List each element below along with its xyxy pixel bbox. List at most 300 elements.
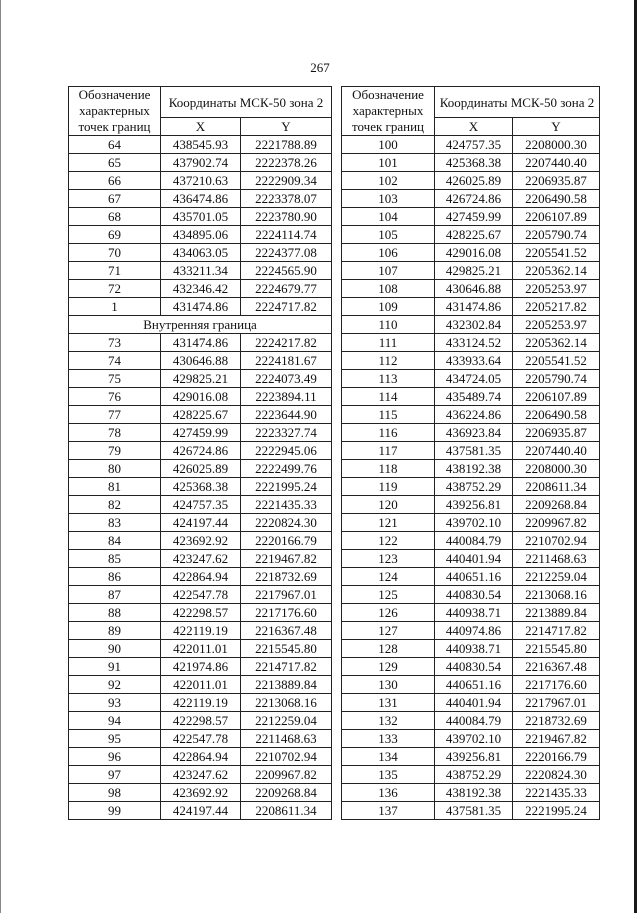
coord-x: 440401.94: [435, 694, 513, 712]
coord-x: 439256.81: [435, 496, 513, 514]
point-number: 81: [69, 478, 161, 496]
point-number: 65: [69, 154, 161, 172]
point-number: 69: [69, 226, 161, 244]
coord-x: 423692.92: [161, 784, 241, 802]
point-number: 71: [69, 262, 161, 280]
table-row: [342, 604, 600, 622]
table-row: [342, 676, 600, 694]
table-row: [69, 388, 332, 406]
point-number: 91: [69, 658, 161, 676]
table-row: [69, 172, 332, 190]
point-number: 128: [342, 640, 435, 658]
table-row: [342, 190, 600, 208]
point-number: 95: [69, 730, 161, 748]
coord-y: 2221435.33: [241, 496, 332, 514]
coord-y: 2224565.90: [241, 262, 332, 280]
table-row: [69, 154, 332, 172]
point-number: 131: [342, 694, 435, 712]
point-number: 107: [342, 262, 435, 280]
coord-y: 2205362.14: [513, 262, 600, 280]
coord-y: 2209268.84: [241, 784, 332, 802]
coord-x: 423247.62: [161, 766, 241, 784]
point-number: 124: [342, 568, 435, 586]
coord-y: 2205541.52: [513, 244, 600, 262]
table-row: [342, 388, 600, 406]
coord-x: 429825.21: [435, 262, 513, 280]
coord-x: 429016.08: [161, 388, 241, 406]
coord-y: 2224679.77: [241, 280, 332, 298]
point-number: 82: [69, 496, 161, 514]
table-row: [342, 586, 600, 604]
table-row: [69, 784, 332, 802]
coord-x: 435701.05: [161, 208, 241, 226]
coord-y: 2222378.26: [241, 154, 332, 172]
table-row: [69, 280, 332, 298]
point-number: 86: [69, 568, 161, 586]
coord-y: 2208611.34: [241, 802, 332, 820]
coord-x: 424757.35: [435, 136, 513, 154]
coord-y: 2224181.67: [241, 352, 332, 370]
point-number: 104: [342, 208, 435, 226]
table-row: [69, 406, 332, 424]
header-y: Y: [513, 118, 600, 136]
table-row: [342, 694, 600, 712]
coord-x: 440084.79: [435, 532, 513, 550]
coord-y: 2206490.58: [513, 190, 600, 208]
section-inner-boundary: Внутренняя граница: [69, 316, 332, 334]
table-row: [69, 262, 332, 280]
coord-x: 437581.35: [435, 802, 513, 820]
point-number: 111: [342, 334, 435, 352]
coord-x: 427459.99: [435, 208, 513, 226]
point-number: 73: [69, 334, 161, 352]
coord-x: 440974.86: [435, 622, 513, 640]
table-row: [69, 568, 332, 586]
table-row: [69, 370, 332, 388]
coord-y: 2224114.74: [241, 226, 332, 244]
coord-y: 2224717.82: [241, 298, 332, 316]
coord-x: 433933.64: [435, 352, 513, 370]
coord-x: 423692.92: [161, 532, 241, 550]
point-number: 79: [69, 442, 161, 460]
point-number: 94: [69, 712, 161, 730]
coord-x: 434895.06: [161, 226, 241, 244]
coord-x: 440938.71: [435, 640, 513, 658]
table-row: [342, 406, 600, 424]
coord-y: 2216367.48: [513, 658, 600, 676]
coord-x: 430646.88: [435, 280, 513, 298]
coord-y: 2220824.30: [241, 514, 332, 532]
coord-x: 422298.57: [161, 712, 241, 730]
table-row: [69, 586, 332, 604]
coord-y: 2207440.40: [513, 154, 600, 172]
coord-x: 424197.44: [161, 802, 241, 820]
table-row: [69, 136, 332, 154]
coord-y: 2217967.01: [241, 586, 332, 604]
table-row: [69, 658, 332, 676]
coord-y: 2209268.84: [513, 496, 600, 514]
coord-y: 2219467.82: [513, 730, 600, 748]
table-row: [342, 622, 600, 640]
coord-y: 2206935.87: [513, 424, 600, 442]
coord-x: 426025.89: [435, 172, 513, 190]
coord-x: 438545.93: [161, 136, 241, 154]
table-row: [342, 154, 600, 172]
coord-x: 430646.88: [161, 352, 241, 370]
point-number: 132: [342, 712, 435, 730]
point-number: 133: [342, 730, 435, 748]
point-number: 130: [342, 676, 435, 694]
table-row: [342, 550, 600, 568]
point-number: 93: [69, 694, 161, 712]
table-row: [69, 730, 332, 748]
coord-x: 422298.57: [161, 604, 241, 622]
coord-y: 2222499.76: [241, 460, 332, 478]
point-number: 97: [69, 766, 161, 784]
coord-x: 424197.44: [161, 514, 241, 532]
point-number: 112: [342, 352, 435, 370]
table-row: [342, 730, 600, 748]
coord-y: 2221995.24: [513, 802, 600, 820]
coord-x: 434063.05: [161, 244, 241, 262]
header-y: Y: [241, 118, 332, 136]
table-row: [342, 244, 600, 262]
table-row: [342, 766, 600, 784]
coord-x: 438192.38: [435, 784, 513, 802]
table-row: [342, 496, 600, 514]
header-point-label: Обозначение характерных точек границ: [342, 87, 435, 136]
coord-x: 437581.35: [435, 442, 513, 460]
coord-y: 2208611.34: [513, 478, 600, 496]
point-number: 100: [342, 136, 435, 154]
coord-y: 2212259.04: [241, 712, 332, 730]
coord-x: 436474.86: [161, 190, 241, 208]
coord-x: 439256.81: [435, 748, 513, 766]
coord-x: 429016.08: [435, 244, 513, 262]
table-row: [342, 172, 600, 190]
point-number: 118: [342, 460, 435, 478]
point-number: 134: [342, 748, 435, 766]
table-row: [342, 334, 600, 352]
coordinates-table-left: [68, 86, 332, 820]
coord-x: 422547.78: [161, 586, 241, 604]
point-number: 75: [69, 370, 161, 388]
table-row: [342, 442, 600, 460]
coord-x: 440830.54: [435, 586, 513, 604]
point-number: 115: [342, 406, 435, 424]
header-coordinates: Координаты МСК-50 зона 2: [435, 87, 600, 118]
point-number: 70: [69, 244, 161, 262]
coord-y: 2221995.24: [241, 478, 332, 496]
coord-y: 2209967.82: [241, 766, 332, 784]
coord-y: 2224073.49: [241, 370, 332, 388]
coord-y: 2205790.74: [513, 226, 600, 244]
point-number: 89: [69, 622, 161, 640]
point-number: 106: [342, 244, 435, 262]
point-number: 126: [342, 604, 435, 622]
coord-y: 2210702.94: [241, 748, 332, 766]
coord-y: 2211468.63: [513, 550, 600, 568]
coord-y: 2206107.89: [513, 208, 600, 226]
page-edge-left: [0, 0, 1, 913]
table-row: [342, 226, 600, 244]
coord-y: 2216367.48: [241, 622, 332, 640]
coord-x: 440651.16: [435, 568, 513, 586]
header-x: X: [161, 118, 241, 136]
coord-y: 2206490.58: [513, 406, 600, 424]
coord-x: 431474.86: [161, 334, 241, 352]
coord-x: 440651.16: [435, 676, 513, 694]
table-row: [342, 640, 600, 658]
point-number: 110: [342, 316, 435, 334]
table-row: [342, 478, 600, 496]
header-coordinates: Координаты МСК-50 зона 2: [161, 87, 332, 118]
coord-y: 2215545.80: [513, 640, 600, 658]
coord-x: 440084.79: [435, 712, 513, 730]
coord-y: 2213889.84: [241, 676, 332, 694]
table-row: [342, 262, 600, 280]
point-number: 117: [342, 442, 435, 460]
table-row: [342, 352, 600, 370]
coord-y: 2223644.90: [241, 406, 332, 424]
coord-x: 431474.86: [435, 298, 513, 316]
table-row: [69, 442, 332, 460]
coord-y: 2213068.16: [241, 694, 332, 712]
table-row: [69, 694, 332, 712]
coord-y: 2212259.04: [513, 568, 600, 586]
coord-y: 2224377.08: [241, 244, 332, 262]
table-row: [69, 424, 332, 442]
coord-x: 432302.84: [435, 316, 513, 334]
table-row: [342, 316, 600, 334]
point-number: 64: [69, 136, 161, 154]
coord-y: 2218732.69: [241, 568, 332, 586]
coord-x: 422864.94: [161, 748, 241, 766]
coord-x: 440938.71: [435, 604, 513, 622]
table-row: [342, 460, 600, 478]
coord-y: 2223894.11: [241, 388, 332, 406]
table-row: [342, 370, 600, 388]
coord-x: 439702.10: [435, 730, 513, 748]
coord-x: 432346.42: [161, 280, 241, 298]
coord-y: 2205253.97: [513, 280, 600, 298]
table-row: [342, 532, 600, 550]
table-row: [342, 136, 600, 154]
coord-y: 2217967.01: [513, 694, 600, 712]
point-number: 88: [69, 604, 161, 622]
coord-y: 2215545.80: [241, 640, 332, 658]
table-row: [342, 748, 600, 766]
coord-x: 437210.63: [161, 172, 241, 190]
table-row: [69, 766, 332, 784]
coord-y: 2207440.40: [513, 442, 600, 460]
coord-x: 433211.34: [161, 262, 241, 280]
coord-x: 421974.86: [161, 658, 241, 676]
coord-x: 434724.05: [435, 370, 513, 388]
point-number: 119: [342, 478, 435, 496]
coord-y: 2205217.82: [513, 298, 600, 316]
coord-x: 426025.89: [161, 460, 241, 478]
point-number: 87: [69, 586, 161, 604]
page-edge-right: [634, 0, 637, 913]
coord-y: 2223780.90: [241, 208, 332, 226]
table-row: [342, 298, 600, 316]
coord-y: 2210702.94: [513, 532, 600, 550]
coord-y: 2205362.14: [513, 334, 600, 352]
coord-x: 422011.01: [161, 640, 241, 658]
table-row: [342, 208, 600, 226]
point-number: 78: [69, 424, 161, 442]
table-row: [342, 658, 600, 676]
coord-y: 2220166.79: [513, 748, 600, 766]
table-row: [69, 496, 332, 514]
coord-y: 2224217.82: [241, 334, 332, 352]
coord-x: 435489.74: [435, 388, 513, 406]
point-number: 121: [342, 514, 435, 532]
coordinates-table-right: [341, 86, 600, 820]
table-row: [69, 478, 332, 496]
coord-x: 425368.38: [435, 154, 513, 172]
table-row: [69, 244, 332, 262]
table-row: [69, 802, 332, 820]
table-row: [69, 298, 332, 316]
point-number: 76: [69, 388, 161, 406]
coord-y: 2213889.84: [513, 604, 600, 622]
coord-y: 2208000.30: [513, 460, 600, 478]
coord-y: 2206107.89: [513, 388, 600, 406]
point-number: 129: [342, 658, 435, 676]
point-number: 114: [342, 388, 435, 406]
coord-y: 2211468.63: [241, 730, 332, 748]
coord-y: 2223327.74: [241, 424, 332, 442]
page-number: 267: [310, 60, 330, 75]
table-row: [69, 352, 332, 370]
table-row: [69, 640, 332, 658]
table-row: [69, 532, 332, 550]
point-number: 102: [342, 172, 435, 190]
table-row: [69, 676, 332, 694]
coord-x: 440401.94: [435, 550, 513, 568]
point-number: 122: [342, 532, 435, 550]
point-number: 84: [69, 532, 161, 550]
coord-y: 2213068.16: [513, 586, 600, 604]
point-number: 123: [342, 550, 435, 568]
coord-x: 428225.67: [161, 406, 241, 424]
coord-y: 2221435.33: [513, 784, 600, 802]
table-row: [69, 712, 332, 730]
table-row: [69, 208, 332, 226]
point-number: 72: [69, 280, 161, 298]
table-row: [69, 550, 332, 568]
coord-y: 2218732.69: [513, 712, 600, 730]
coord-x: 423247.62: [161, 550, 241, 568]
point-number: 127: [342, 622, 435, 640]
coord-x: 433124.52: [435, 334, 513, 352]
coord-x: 422119.19: [161, 622, 241, 640]
coord-x: 436923.84: [435, 424, 513, 442]
coord-y: 2208000.30: [513, 136, 600, 154]
point-number: 92: [69, 676, 161, 694]
table-row: [342, 784, 600, 802]
coord-y: 2205790.74: [513, 370, 600, 388]
point-number: 66: [69, 172, 161, 190]
table-row: [69, 514, 332, 532]
table-row: [342, 802, 600, 820]
coord-x: 438752.29: [435, 766, 513, 784]
point-number: 108: [342, 280, 435, 298]
coord-x: 431474.86: [161, 298, 241, 316]
point-number: 135: [342, 766, 435, 784]
table-row: [342, 568, 600, 586]
coord-y: 2205541.52: [513, 352, 600, 370]
coord-y: 2209967.82: [513, 514, 600, 532]
coord-x: 436224.86: [435, 406, 513, 424]
coord-y: 2220166.79: [241, 532, 332, 550]
table-row: [69, 622, 332, 640]
coord-x: 422011.01: [161, 676, 241, 694]
point-number: 125: [342, 586, 435, 604]
coord-y: 2220824.30: [513, 766, 600, 784]
coord-y: 2217176.60: [241, 604, 332, 622]
coord-x: 422119.19: [161, 694, 241, 712]
point-number: 77: [69, 406, 161, 424]
point-number: 83: [69, 514, 161, 532]
coord-y: 2221788.89: [241, 136, 332, 154]
table-row: [69, 460, 332, 478]
table-row: [69, 748, 332, 766]
coord-y: 2206935.87: [513, 172, 600, 190]
coord-x: 440830.54: [435, 658, 513, 676]
coord-x: 429825.21: [161, 370, 241, 388]
point-number: 80: [69, 460, 161, 478]
table-row: [342, 424, 600, 442]
header-x: X: [435, 118, 513, 136]
coord-x: 422864.94: [161, 568, 241, 586]
table-row: [342, 712, 600, 730]
point-number: 101: [342, 154, 435, 172]
table-row: [69, 190, 332, 208]
coord-y: 2217176.60: [513, 676, 600, 694]
point-number: 1: [69, 298, 161, 316]
coord-x: 425368.38: [161, 478, 241, 496]
point-number: 85: [69, 550, 161, 568]
coord-x: 422547.78: [161, 730, 241, 748]
coord-x: 438192.38: [435, 460, 513, 478]
coord-y: 2214717.82: [241, 658, 332, 676]
point-number: 74: [69, 352, 161, 370]
coord-x: 438752.29: [435, 478, 513, 496]
point-number: 116: [342, 424, 435, 442]
coord-y: 2205253.97: [513, 316, 600, 334]
coord-x: 437902.74: [161, 154, 241, 172]
header-point-label: Обозначение характерных точек границ: [69, 87, 161, 136]
coord-x: 439702.10: [435, 514, 513, 532]
table-row: [69, 334, 332, 352]
coord-x: 424757.35: [161, 496, 241, 514]
coord-y: 2222909.34: [241, 172, 332, 190]
table-row: [69, 226, 332, 244]
point-number: 103: [342, 190, 435, 208]
point-number: 137: [342, 802, 435, 820]
coord-y: 2219467.82: [241, 550, 332, 568]
point-number: 109: [342, 298, 435, 316]
coord-x: 426724.86: [161, 442, 241, 460]
point-number: 68: [69, 208, 161, 226]
coord-x: 426724.86: [435, 190, 513, 208]
point-number: 105: [342, 226, 435, 244]
point-number: 120: [342, 496, 435, 514]
point-number: 113: [342, 370, 435, 388]
